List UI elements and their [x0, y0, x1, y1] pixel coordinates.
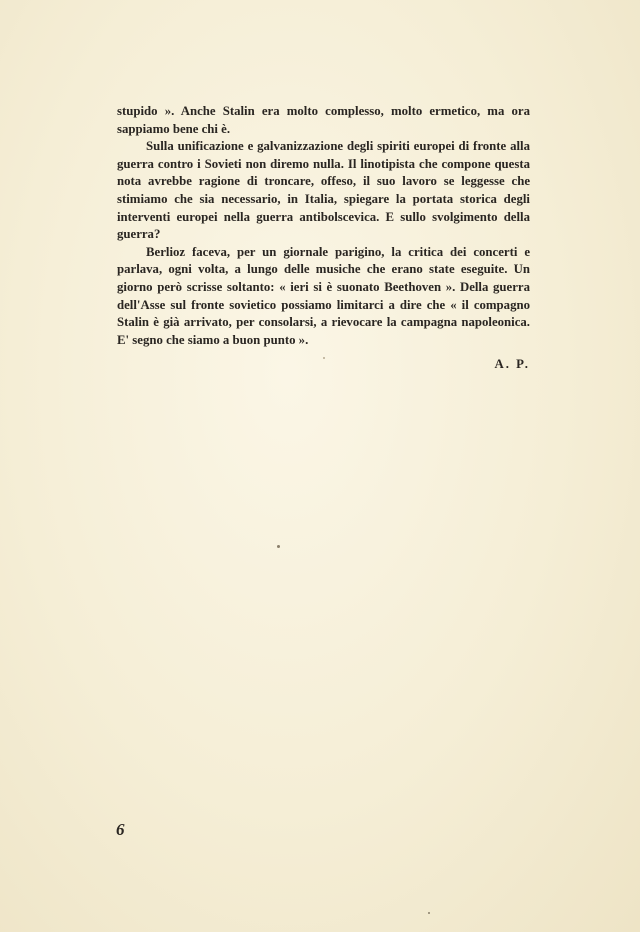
paragraph-1: stupido ». Anche Stalin era molto complesso, molto ermetico, ma ora sappiamo bene chi è. — [117, 104, 530, 136]
paper-speck — [277, 545, 280, 548]
paper-speck — [428, 912, 430, 914]
page-number: 6 — [116, 820, 125, 839]
paragraph-2: Sulla unificazione e galvanizzazione degli spiriti europei di fronte alla guerra contro i Sovieti non diremo nulla. Il linotipista che compone questa nota avrebbe ragione di troncare, offeso, il suo lavoro se leggesse che stimiamo che sia necessario, in Italia, spiegare la portata storica degli interventi europei nella guerra antibolscevica. E sullo svolgimento della guerra? — [117, 139, 530, 242]
author-signature: A. P. — [494, 357, 530, 371]
paper-speck — [323, 357, 325, 359]
paragraph-3: Berlioz faceva, per un giornale parigino, la critica dei concerti e parlava, ogni volta, a lungo delle musiche che erano state eseguite. Un giorno però scrisse soltanto: « ieri si è suonato Beethoven ». Della guerra dell'Asse sul fronte sovietico possiamo limitarci a dire che « il compagno Stalin è già arrivato, per consolarsi, a rievocare la campagna napoleonica. E' segno che siamo a buon punto ». — [117, 244, 530, 347]
article-text — [117, 103, 530, 349]
